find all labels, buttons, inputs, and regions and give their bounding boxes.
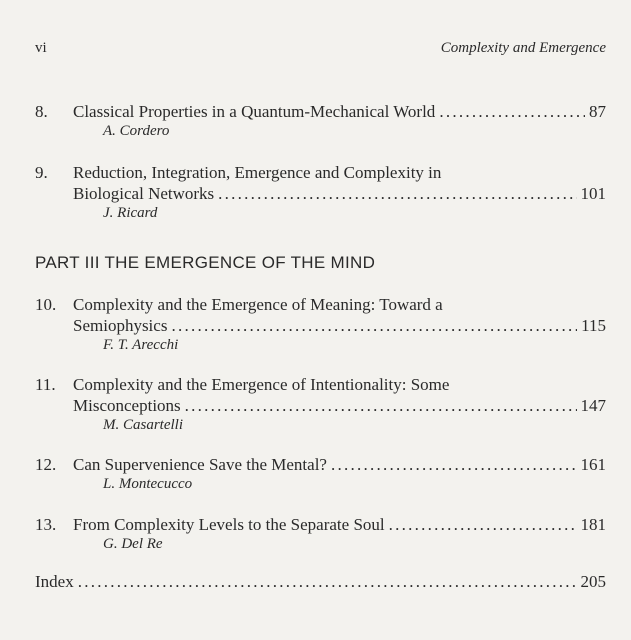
running-title: Complexity and Emergence [440, 40, 606, 56]
entry-author: F. T. Arecchi [103, 337, 179, 353]
entry-title: Reduction, Integration, Emergence and Complexity in [73, 163, 442, 182]
entry-title-continued: Biological Networks [73, 184, 215, 203]
toc-entry[interactable] [35, 101, 606, 141]
entry-number: 9. [35, 163, 48, 182]
entry-page: 87 [589, 102, 606, 121]
toc-entry[interactable] [35, 294, 606, 355]
entry-author: G. Del Re [103, 536, 163, 552]
entry-number: 13. [35, 515, 57, 534]
entry-title: From Complexity Levels to the Separate Soul [73, 515, 385, 534]
dot-leader [185, 395, 577, 416]
toc-entry[interactable] [35, 454, 606, 494]
entry-page: 147 [580, 396, 606, 415]
dot-leader [171, 315, 577, 336]
entry-title: Complexity and the Emergence of Intentionality: Some [73, 375, 450, 394]
entry-page: 181 [580, 515, 606, 534]
index-entry[interactable] [35, 572, 606, 592]
entry-author: M. Casartelli [103, 417, 184, 433]
entry-title-continued: Semiophysics [73, 316, 168, 335]
dot-leader [218, 183, 576, 204]
toc-entry[interactable] [35, 514, 606, 554]
page-number: vi [35, 40, 47, 56]
toc-entry[interactable] [35, 374, 606, 435]
entry-number: 8. [35, 102, 48, 121]
entry-page: 161 [580, 455, 606, 474]
part-heading: PART III THE EMERGENCE OF THE MIND [35, 253, 376, 272]
index-page: 205 [580, 572, 606, 591]
entry-author: J. Ricard [103, 205, 158, 221]
index-label: Index [35, 572, 74, 591]
entry-title: Can Supervenience Save the Mental? [73, 455, 327, 474]
toc-entry[interactable] [35, 162, 606, 223]
entry-title-continued: Misconceptions [73, 396, 181, 415]
entry-author: L. Montecucco [103, 476, 193, 492]
dot-leader [331, 454, 577, 475]
entry-page: 101 [580, 184, 606, 203]
entry-author: A. Cordero [103, 123, 170, 139]
entry-page: 115 [581, 316, 606, 335]
entry-number: 12. [35, 455, 57, 474]
entry-number: 11. [35, 375, 56, 394]
entry-title: Complexity and the Emergence of Meaning: Toward a [73, 295, 443, 314]
entry-number: 10. [35, 295, 57, 314]
dot-leader [389, 514, 577, 535]
dot-leader [78, 572, 577, 592]
entry-title: Classical Properties in a Quantum-Mechanical World [73, 102, 436, 121]
dot-leader [439, 101, 585, 122]
